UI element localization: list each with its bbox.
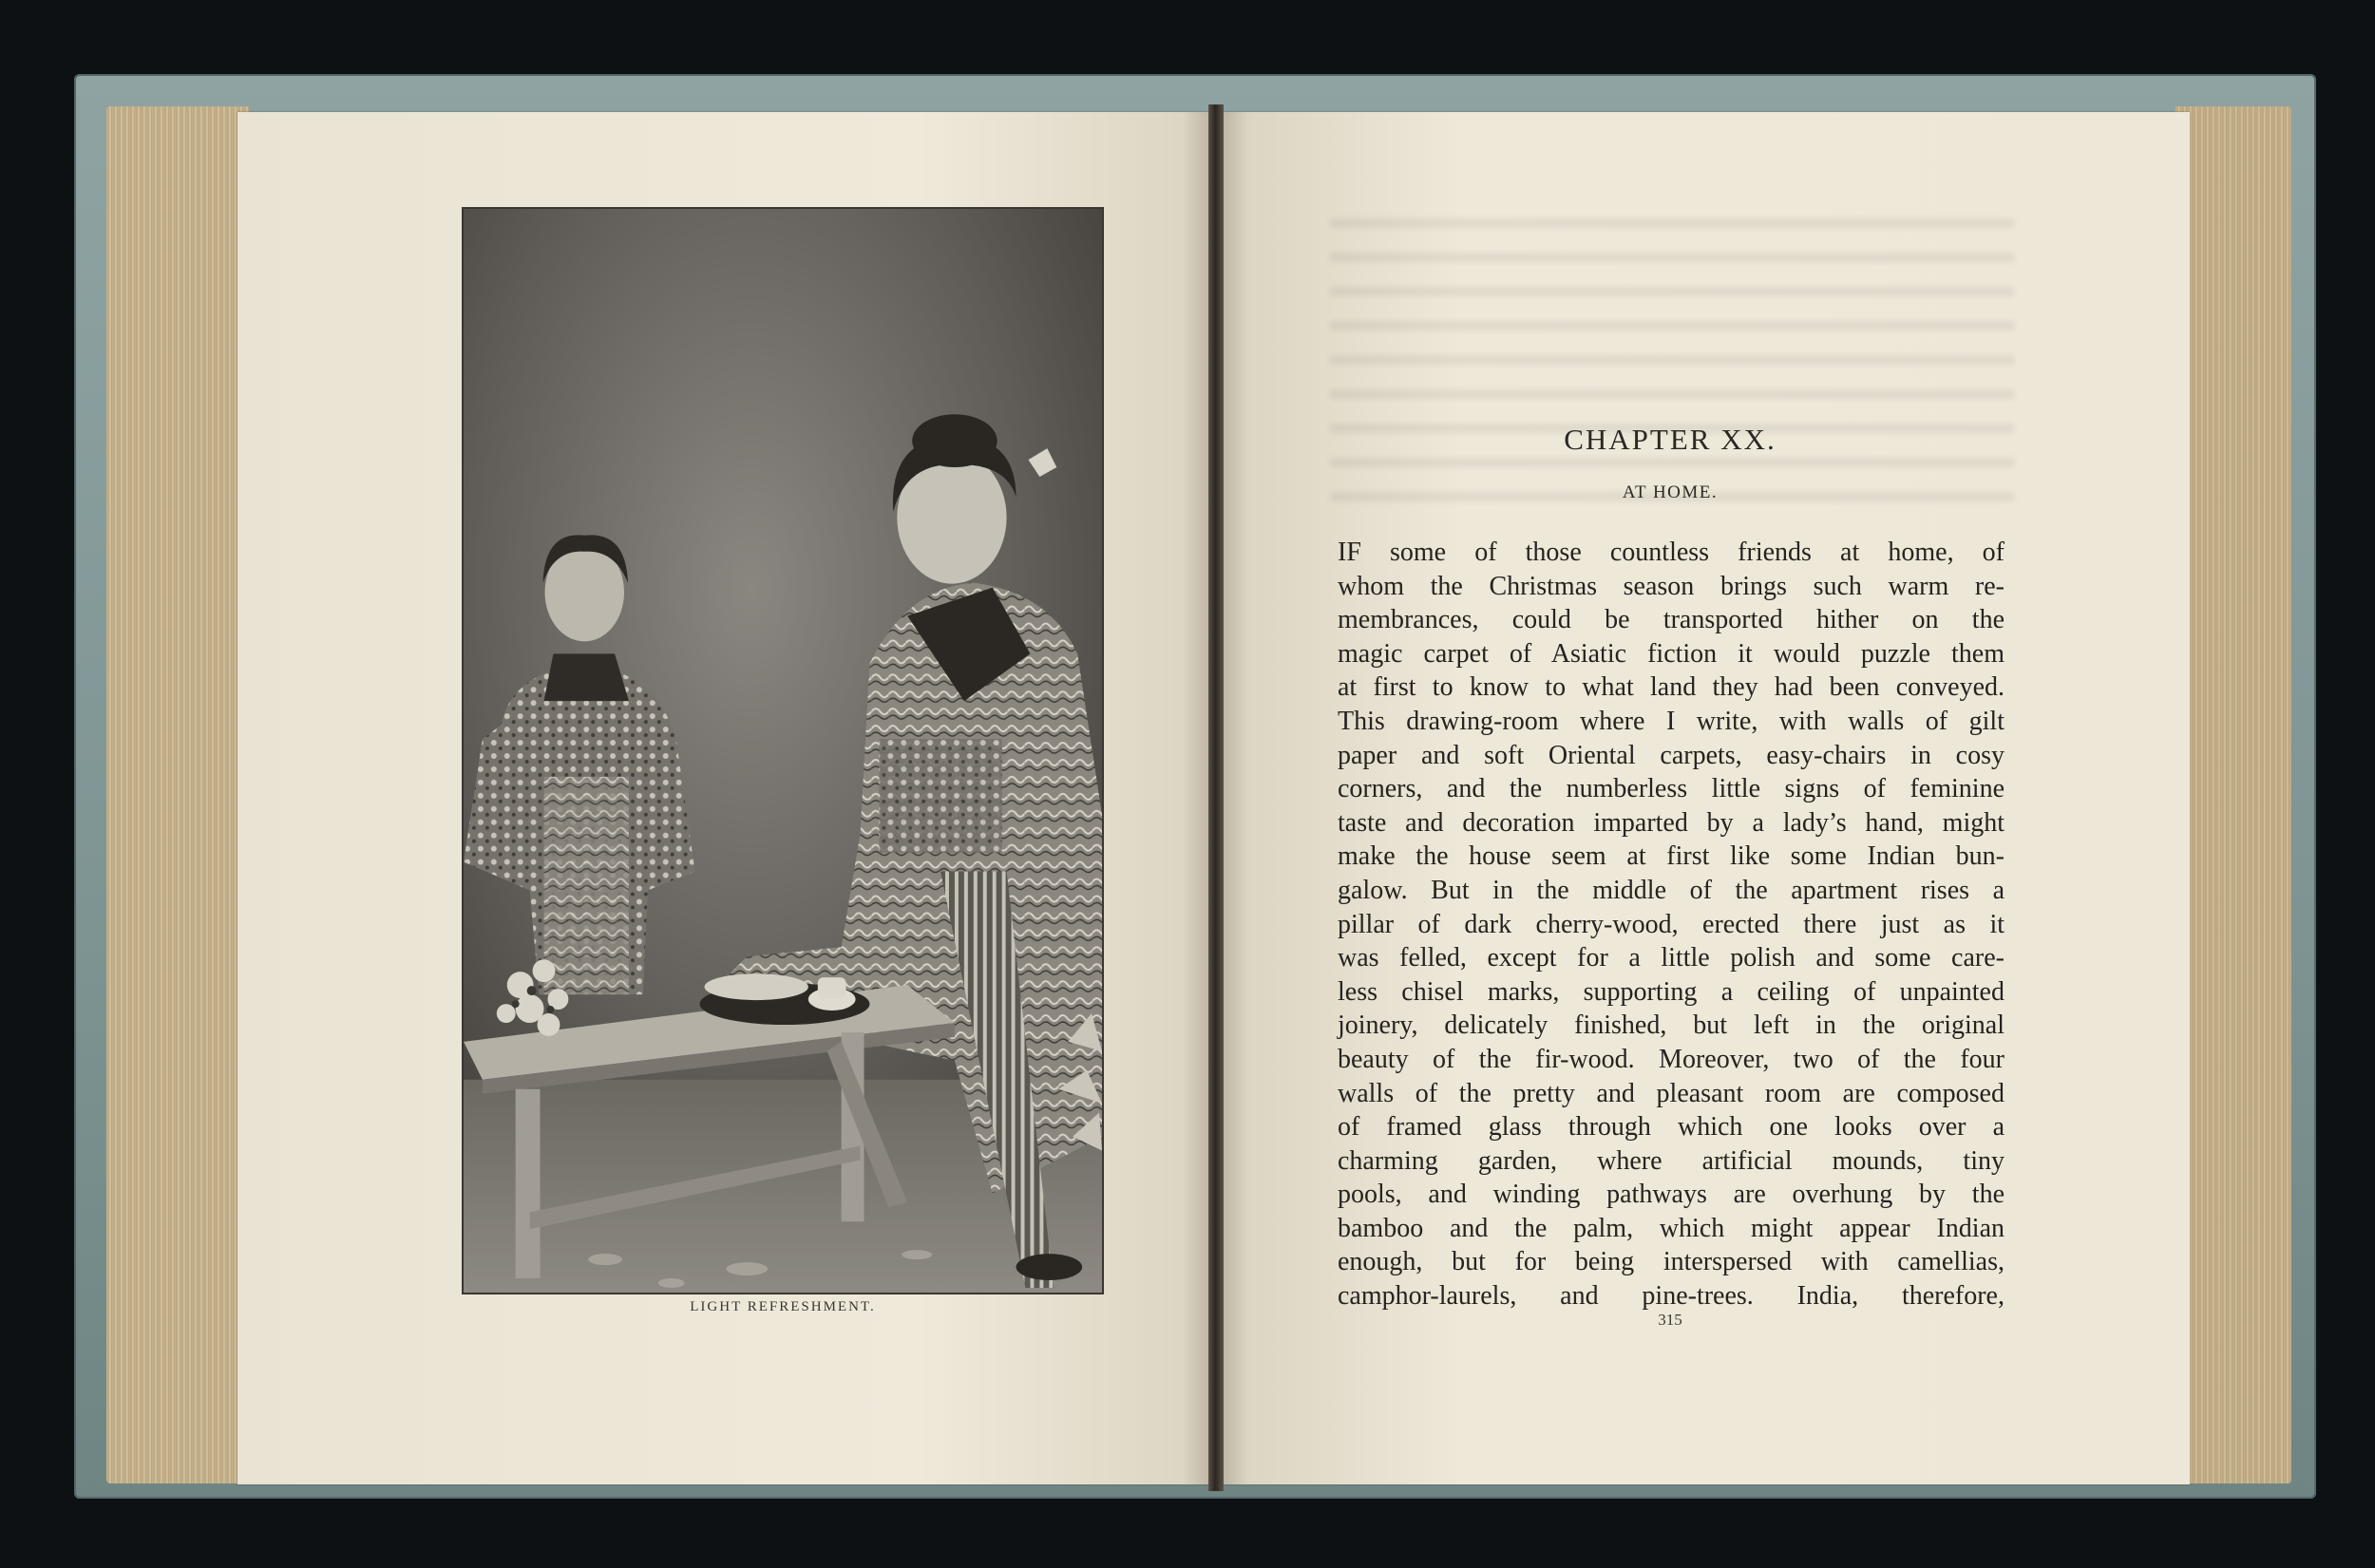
- text-line: corners, and the numberless little signs of feminine: [1338, 774, 2004, 804]
- text-line: charming garden, where artificial mounds, tiny: [1338, 1145, 2004, 1176]
- text-line: whom the Christmas season brings such warm re-: [1338, 571, 2004, 601]
- text-line: pools, and winding pathways are overhung by the: [1338, 1180, 2004, 1210]
- photograph-plate: [462, 207, 1104, 1294]
- book-gutter: [1208, 104, 1224, 1491]
- text-line: at first to know to what land they had been conveyed.: [1338, 672, 2004, 703]
- text-line: beauty of the fir-wood. Moreover, two of the four: [1338, 1044, 2004, 1074]
- text-line: IF some of those countless friends at home, of: [1338, 538, 2004, 567]
- show-through-text: [1330, 218, 2014, 503]
- text-line: of framed glass through which one looks over a: [1338, 1112, 2004, 1143]
- text-line: enough, but for being interspersed with camellias,: [1338, 1247, 2004, 1277]
- chapter-body-text: [1338, 536, 2004, 1313]
- text-line: magic carpet of Asiatic fiction it would puzzle them: [1338, 638, 2004, 669]
- text-line: camphor-laurels, and pine-trees. India, therefore,: [1338, 1281, 2004, 1312]
- text-line: galow. But in the middle of the apartment rises a: [1338, 875, 2004, 905]
- text-line: joinery, delicately finished, but left in the original: [1338, 1011, 2004, 1041]
- text-line: less chisel marks, supporting a ceiling of unpainted: [1338, 976, 2004, 1007]
- text-line: walls of the pretty and pleasant room are composed: [1338, 1078, 2004, 1108]
- chapter-title: CHAPTER XX.: [1564, 423, 1776, 456]
- page-number: 315: [1658, 1311, 1682, 1329]
- text-line: This drawing-room where I write, with walls of gilt: [1338, 706, 2004, 736]
- text-line: bamboo and the palm, which might appear Indian: [1338, 1213, 2004, 1243]
- text-line: paper and soft Oriental carpets, easy-chairs in cosy: [1338, 740, 2004, 770]
- page-edges-right: [2176, 106, 2291, 1483]
- page-edges-left: [106, 106, 249, 1483]
- text-line: pillar of dark cherry-wood, erected there just as it: [1338, 909, 2004, 939]
- text-line: taste and decoration imparted by a lady’s hand, might: [1338, 807, 2004, 838]
- text-line: make the house seem at first like some Indian bun-: [1338, 841, 2004, 872]
- text-line: was felled, except for a little polish and some care-: [1338, 943, 2004, 973]
- text-line: membrances, could be transported hither on the: [1338, 605, 2004, 635]
- chapter-subtitle: AT HOME.: [1622, 482, 1719, 502]
- photo-caption: LIGHT REFRESHMENT.: [690, 1299, 876, 1314]
- photograph-icon: [464, 209, 1102, 1293]
